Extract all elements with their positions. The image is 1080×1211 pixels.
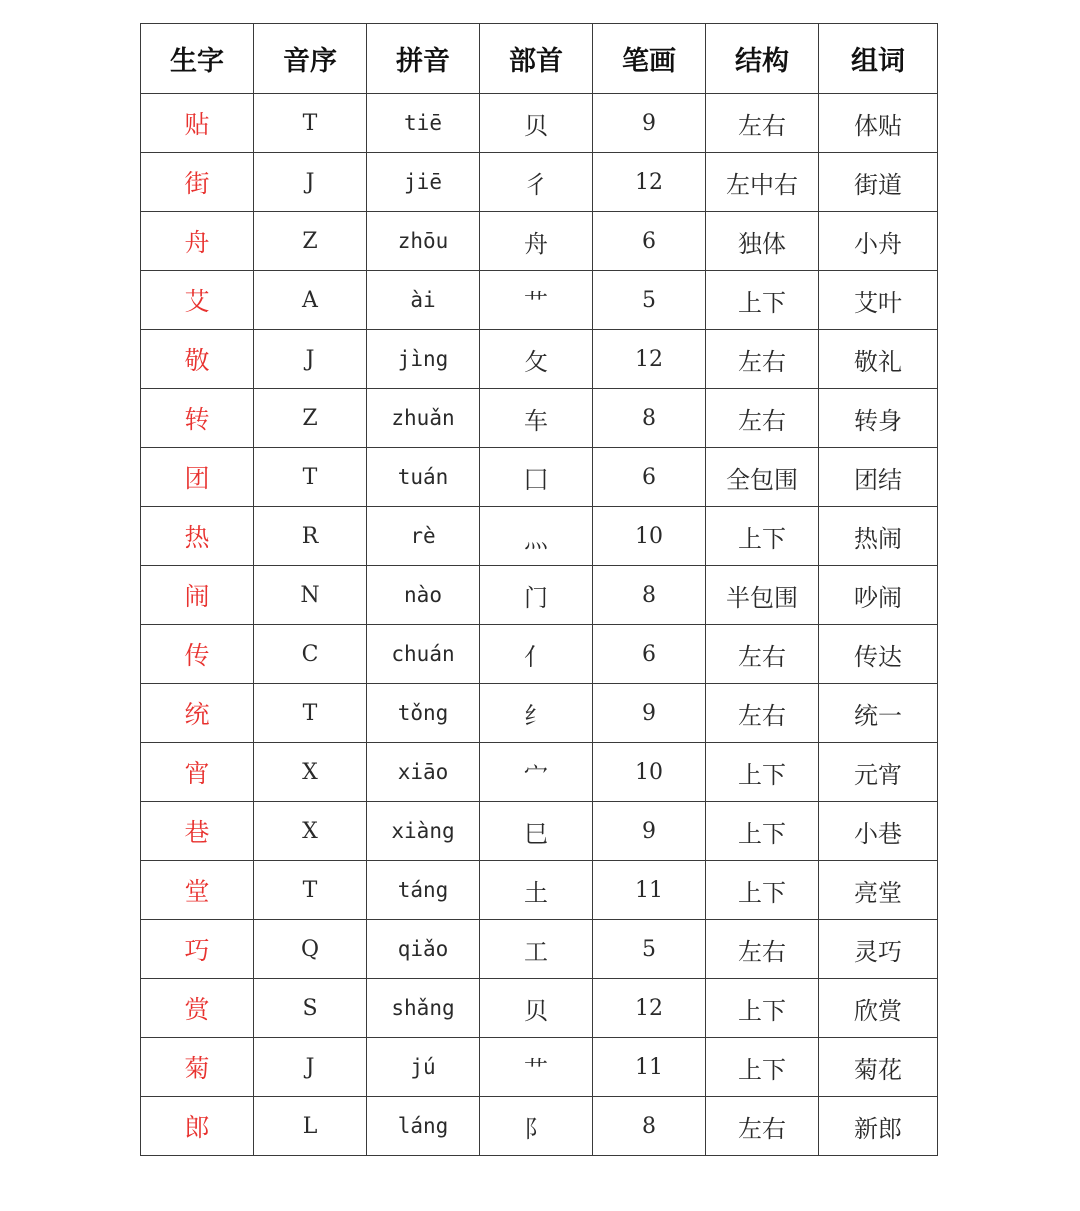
cell-pinyin: nào xyxy=(367,566,480,625)
cell-initial: X xyxy=(254,802,367,861)
cell-radical: 纟 xyxy=(480,684,593,743)
cell-structure: 上下 xyxy=(706,802,819,861)
cell-pinyin: tuán xyxy=(367,448,480,507)
cell-strokes: 12 xyxy=(593,153,706,212)
table-row xyxy=(141,566,938,625)
table-header xyxy=(141,24,938,94)
cell-strokes: 12 xyxy=(593,979,706,1038)
cell-word: 街道 xyxy=(819,153,938,212)
cell-word: 统一 xyxy=(819,684,938,743)
cell-pinyin: chuán xyxy=(367,625,480,684)
cell-strokes: 9 xyxy=(593,802,706,861)
cell-radical: 艹 xyxy=(480,271,593,330)
header-cell-structure: 结构 xyxy=(706,24,819,94)
cell-structure: 全包围 xyxy=(706,448,819,507)
cell-word: 吵闹 xyxy=(819,566,938,625)
header-cell-character: 生字 xyxy=(141,24,254,94)
cell-pinyin: tǒng xyxy=(367,684,480,743)
cell-strokes: 6 xyxy=(593,212,706,271)
cell-word: 团结 xyxy=(819,448,938,507)
table-row xyxy=(141,979,938,1038)
cell-radical: 门 xyxy=(480,566,593,625)
vocabulary-table xyxy=(140,23,938,1156)
header-row xyxy=(141,24,938,94)
cell-pinyin: ài xyxy=(367,271,480,330)
cell-character: 巧 xyxy=(141,920,254,979)
cell-radical: 贝 xyxy=(480,94,593,153)
table-row xyxy=(141,1097,938,1156)
cell-word: 转身 xyxy=(819,389,938,448)
cell-character: 街 xyxy=(141,153,254,212)
cell-pinyin: qiǎo xyxy=(367,920,480,979)
table-row xyxy=(141,389,938,448)
cell-structure: 左中右 xyxy=(706,153,819,212)
cell-strokes: 11 xyxy=(593,861,706,920)
cell-character: 宵 xyxy=(141,743,254,802)
cell-word: 热闹 xyxy=(819,507,938,566)
cell-initial: Q xyxy=(254,920,367,979)
cell-initial: S xyxy=(254,979,367,1038)
cell-character: 闹 xyxy=(141,566,254,625)
cell-structure: 上下 xyxy=(706,861,819,920)
header-cell-radical: 部首 xyxy=(480,24,593,94)
table-row xyxy=(141,802,938,861)
cell-word: 体贴 xyxy=(819,94,938,153)
cell-pinyin: shǎng xyxy=(367,979,480,1038)
cell-strokes: 10 xyxy=(593,507,706,566)
cell-strokes: 6 xyxy=(593,448,706,507)
cell-structure: 左右 xyxy=(706,330,819,389)
cell-character: 传 xyxy=(141,625,254,684)
cell-pinyin: xiāo xyxy=(367,743,480,802)
cell-word: 灵巧 xyxy=(819,920,938,979)
cell-strokes: 5 xyxy=(593,271,706,330)
cell-radical: 彳 xyxy=(480,153,593,212)
cell-character: 敬 xyxy=(141,330,254,389)
cell-initial: T xyxy=(254,684,367,743)
cell-radical: 舟 xyxy=(480,212,593,271)
cell-strokes: 5 xyxy=(593,920,706,979)
cell-word: 菊花 xyxy=(819,1038,938,1097)
cell-radical: 土 xyxy=(480,861,593,920)
cell-pinyin: jú xyxy=(367,1038,480,1097)
table-row xyxy=(141,448,938,507)
cell-pinyin: xiàng xyxy=(367,802,480,861)
cell-strokes: 8 xyxy=(593,566,706,625)
table-body xyxy=(141,94,938,1156)
cell-structure: 左右 xyxy=(706,1097,819,1156)
header-cell-pinyin: 拼音 xyxy=(367,24,480,94)
cell-character: 赏 xyxy=(141,979,254,1038)
cell-radical: 车 xyxy=(480,389,593,448)
cell-word: 艾叶 xyxy=(819,271,938,330)
table-row xyxy=(141,743,938,802)
cell-initial: T xyxy=(254,861,367,920)
cell-structure: 上下 xyxy=(706,743,819,802)
cell-pinyin: táng xyxy=(367,861,480,920)
cell-initial: L xyxy=(254,1097,367,1156)
cell-initial: R xyxy=(254,507,367,566)
cell-character: 郎 xyxy=(141,1097,254,1156)
cell-pinyin: jiē xyxy=(367,153,480,212)
cell-radical: 贝 xyxy=(480,979,593,1038)
cell-initial: Z xyxy=(254,389,367,448)
cell-structure: 独体 xyxy=(706,212,819,271)
cell-character: 艾 xyxy=(141,271,254,330)
table-row xyxy=(141,861,938,920)
cell-radical: 亻 xyxy=(480,625,593,684)
cell-strokes: 10 xyxy=(593,743,706,802)
cell-strokes: 11 xyxy=(593,1038,706,1097)
cell-word: 敬礼 xyxy=(819,330,938,389)
cell-radical: 阝 xyxy=(480,1097,593,1156)
table-row xyxy=(141,625,938,684)
table-row xyxy=(141,507,938,566)
cell-initial: A xyxy=(254,271,367,330)
cell-word: 小舟 xyxy=(819,212,938,271)
cell-character: 巷 xyxy=(141,802,254,861)
cell-word: 传达 xyxy=(819,625,938,684)
cell-structure: 左右 xyxy=(706,625,819,684)
cell-strokes: 9 xyxy=(593,684,706,743)
cell-strokes: 6 xyxy=(593,625,706,684)
table-row xyxy=(141,920,938,979)
cell-word: 欣赏 xyxy=(819,979,938,1038)
cell-word: 小巷 xyxy=(819,802,938,861)
header-cell-strokes: 笔画 xyxy=(593,24,706,94)
cell-strokes: 9 xyxy=(593,94,706,153)
cell-radical: 攵 xyxy=(480,330,593,389)
cell-radical: 艹 xyxy=(480,1038,593,1097)
cell-pinyin: zhuǎn xyxy=(367,389,480,448)
cell-pinyin: tiē xyxy=(367,94,480,153)
cell-initial: J xyxy=(254,153,367,212)
cell-pinyin: rè xyxy=(367,507,480,566)
cell-structure: 上下 xyxy=(706,979,819,1038)
table-row xyxy=(141,153,938,212)
cell-radical: 囗 xyxy=(480,448,593,507)
cell-structure: 左右 xyxy=(706,920,819,979)
cell-character: 菊 xyxy=(141,1038,254,1097)
cell-structure: 左右 xyxy=(706,389,819,448)
cell-character: 团 xyxy=(141,448,254,507)
cell-word: 亮堂 xyxy=(819,861,938,920)
table-row xyxy=(141,212,938,271)
cell-structure: 左右 xyxy=(706,94,819,153)
cell-character: 堂 xyxy=(141,861,254,920)
cell-strokes: 12 xyxy=(593,330,706,389)
header-cell-word: 组词 xyxy=(819,24,938,94)
cell-strokes: 8 xyxy=(593,389,706,448)
cell-structure: 上下 xyxy=(706,271,819,330)
cell-pinyin: láng xyxy=(367,1097,480,1156)
cell-pinyin: jìng xyxy=(367,330,480,389)
cell-character: 贴 xyxy=(141,94,254,153)
cell-strokes: 8 xyxy=(593,1097,706,1156)
cell-initial: J xyxy=(254,330,367,389)
table-row xyxy=(141,330,938,389)
cell-radical: 灬 xyxy=(480,507,593,566)
cell-word: 新郎 xyxy=(819,1097,938,1156)
cell-radical: 工 xyxy=(480,920,593,979)
table-row xyxy=(141,684,938,743)
cell-character: 统 xyxy=(141,684,254,743)
cell-radical: 宀 xyxy=(480,743,593,802)
cell-character: 转 xyxy=(141,389,254,448)
cell-pinyin: zhōu xyxy=(367,212,480,271)
cell-initial: N xyxy=(254,566,367,625)
cell-initial: J xyxy=(254,1038,367,1097)
cell-initial: Z xyxy=(254,212,367,271)
cell-initial: X xyxy=(254,743,367,802)
header-cell-initial: 音序 xyxy=(254,24,367,94)
cell-word: 元宵 xyxy=(819,743,938,802)
cell-structure: 上下 xyxy=(706,1038,819,1097)
cell-structure: 半包围 xyxy=(706,566,819,625)
cell-structure: 上下 xyxy=(706,507,819,566)
table-row xyxy=(141,1038,938,1097)
cell-initial: T xyxy=(254,94,367,153)
table-row xyxy=(141,271,938,330)
cell-structure: 左右 xyxy=(706,684,819,743)
cell-initial: T xyxy=(254,448,367,507)
cell-character: 热 xyxy=(141,507,254,566)
cell-initial: C xyxy=(254,625,367,684)
table-row xyxy=(141,94,938,153)
cell-radical: 巳 xyxy=(480,802,593,861)
cell-character: 舟 xyxy=(141,212,254,271)
